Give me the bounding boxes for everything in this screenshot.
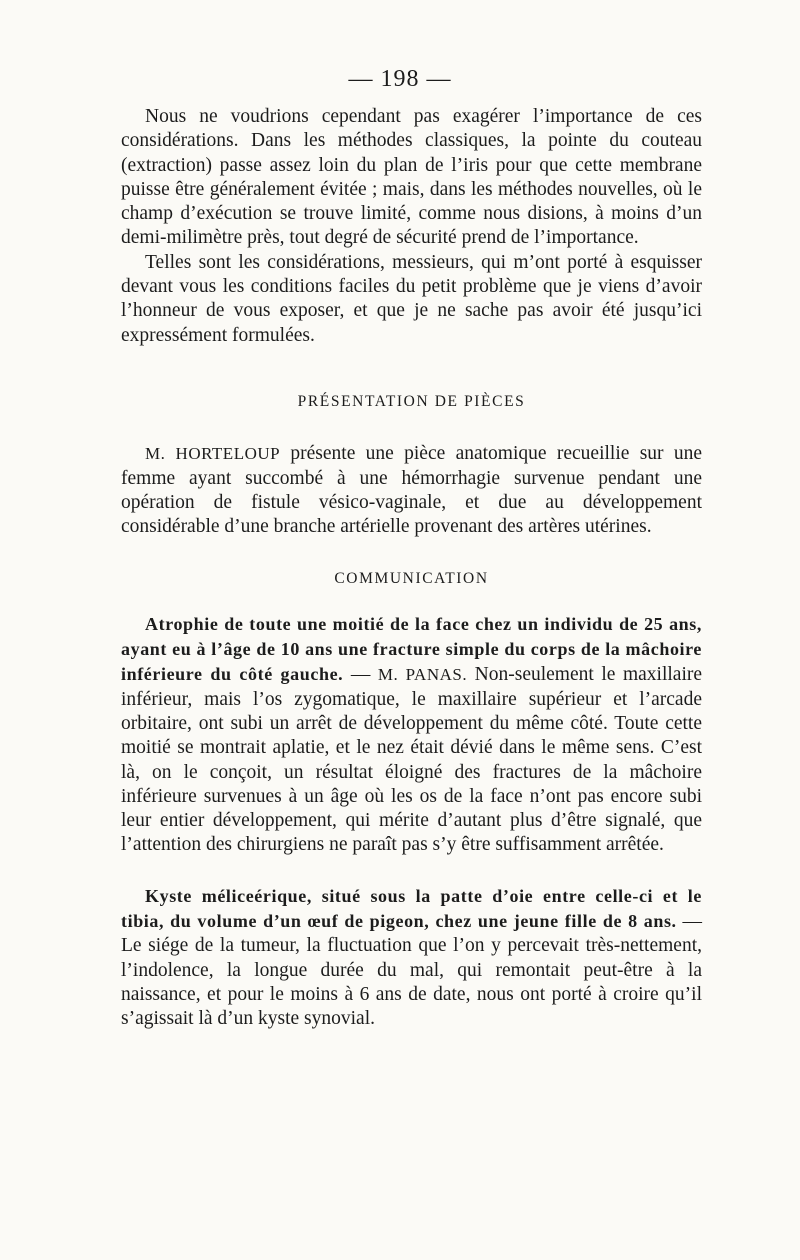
case-dash: —: [343, 664, 378, 686]
paragraph-considerations: Telles sont les considérations, messieurs, qui m’ont porté à esquisser devant vous les conditions faciles du petit problème que je viens d’avoir l’honneur de vous exposer, et que je ne sache pas avoir été jusqu’ici expressément formulées.: [121, 251, 702, 346]
paragraph-importance: Nous ne voudrions cependant pas exagérer l’importance de ces considérations. Dans les méthodes classiques, la pointe du couteau (extraction) passe assez loin du plan de l’iris pour que cette membrane puisse être généralement évitée ; mais, dans les méthodes nouvelles, où le champ d’exécution se trouve limité, comme nous disions, à moins d’un demi-milimètre près, tout degré de sécurité prend de l’importance.: [121, 106, 702, 249]
page-number: — 198 —: [348, 66, 452, 92]
section-heading-presentation: PRÉSENTATION DE PIÈCES: [297, 392, 526, 410]
case-title-atrophie: Atrophie de toute une moitié de la face chez un individu de 25 ans, ayant eu à l’âge de 10 ans une fracture simple du corps de la mâchoire inférieure du côté gauche.: [121, 613, 702, 685]
horteloup-text: présente une pièce anatomique recueillie sur une femme ayant succombé à une hémorrhagie survenue pendant une opération de fistule vésico-vaginale, et due au développement considérable d’une branche artérielle provenant des artères utérines.: [121, 443, 702, 538]
speaker-horteloup: M. HORTELOUP: [145, 444, 281, 464]
paragraph-atrophie: [121, 612, 702, 858]
case-title-kyste: Kyste méliceérique, situé sous la patte d’oie entre celle-ci et le tibia, du volume d’un œuf de pigeon, chez une jeune fille de 8 ans.: [121, 885, 702, 932]
case-text-kyste: — Le siége de la tumeur, la fluctuation que l’on y percevait très-nettement, l’indolence, la longue durée du mal, qui remontait peut-être à la naissance, et pour le moins à 6 ans de date, nous ont porté à croire qu’il s’agissait là d’un kyste synovial.: [121, 911, 702, 1030]
case-text-atrophie: Non-seulement le maxillaire inférieur, mais l’os zygomatique, le maxillaire supérieur et l’arcade orbitaire, ont subi un arrêt de développement du même côté. Toute cette moitié se montrait aplatie, et le nez était dévié dans le même sens. C’est là, on le conçoit, un résultat éloigné des fractures de la mâchoire inférieure survenues à un âge où les os de la face n’ont pas encore subi leur entier développement, qui mérite d’autant plus d’être signalé, que l’attention des chirurgiens ne paraît pas s’y être suffisamment arrêtée.: [121, 664, 703, 856]
section-heading-communication: COMMUNICATION: [334, 570, 489, 588]
speaker-panas: M. PANAS.: [377, 665, 468, 685]
paragraph-horteloup: [121, 442, 702, 539]
paragraph-kyste: [121, 884, 702, 1032]
text-column: [121, 105, 702, 1032]
